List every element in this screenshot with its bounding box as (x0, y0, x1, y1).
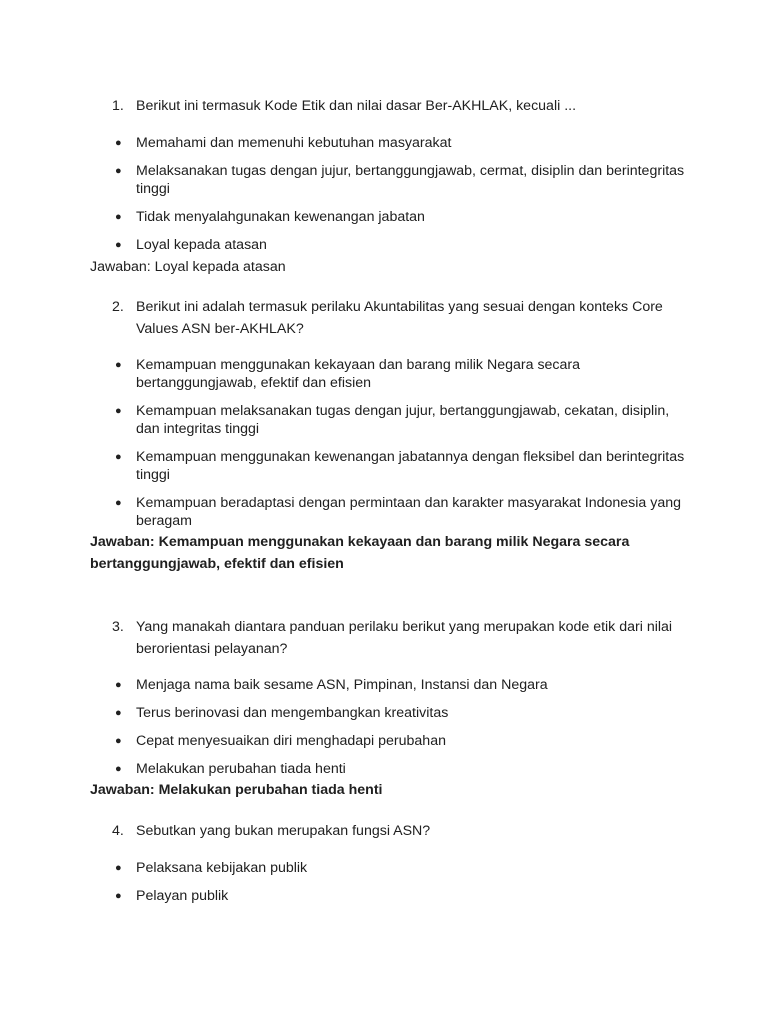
options-list (112, 356, 692, 540)
bullet-icon: ● (115, 735, 122, 747)
question-number: 1. (112, 98, 124, 114)
options-list (112, 859, 692, 915)
list-item (112, 236, 692, 254)
options-list (112, 676, 692, 788)
bullet-icon: ● (115, 707, 122, 719)
bullet-icon: ● (115, 497, 122, 509)
options-list (112, 134, 692, 264)
list-item (112, 134, 692, 152)
question-text: Berikut ini adalah termasuk perilaku Akuntabilitas yang sesuai dengan konteks Core Values ASN ber-AKHLAK? (136, 299, 663, 337)
list-item (112, 402, 692, 438)
option-text: Kemampuan melaksanakan tugas dengan jujur, bertanggungjawab, cekatan, disiplin, dan integritas tinggi (136, 403, 670, 437)
option-text: Cepat menyesuaikan diri menghadapi perubahan (136, 733, 446, 749)
list-item (112, 448, 692, 484)
bullet-icon: ● (115, 239, 122, 251)
list-item (112, 162, 692, 198)
list-item (112, 704, 692, 722)
list-item (112, 208, 692, 226)
option-text: Melakukan perubahan tiada henti (136, 761, 346, 777)
bullet-icon: ● (115, 451, 122, 463)
question-2 (112, 296, 692, 340)
option-text: Kemampuan menggunakan kekayaan dan barang milik Negara secara bertanggungjawab, efektif dan efisien (136, 357, 581, 391)
option-text: Pelayan publik (136, 888, 229, 904)
question-number: 3. (112, 619, 124, 635)
option-text: Memahami dan memenuhi kebutuhan masyarakat (136, 135, 452, 151)
option-text: Melaksanakan tugas dengan jujur, bertanggungjawab, cermat, disiplin dan berintegritas tinggi (136, 163, 685, 197)
option-text: Terus berinovasi dan mengembangkan kreativitas (136, 705, 449, 721)
answer-text: Jawaban: Kemampuan menggunakan kekayaan dan barang milik Negara secara bertanggungjawab, efektif dan efisien (90, 534, 630, 572)
question-text: Berikut ini termasuk Kode Etik dan nilai dasar Ber-AKHLAK, kecuali ... (136, 98, 577, 114)
bullet-icon: ● (115, 165, 122, 177)
bullet-icon: ● (115, 679, 122, 691)
bullet-icon: ● (115, 359, 122, 371)
list-item (112, 732, 692, 750)
option-text: Menjaga nama baik sesame ASN, Pimpinan, Instansi dan Negara (136, 677, 548, 693)
list-item (112, 760, 692, 778)
option-text: Kemampuan menggunakan kewenangan jabatannya dengan fleksibel dan berintegritas tinggi (136, 449, 685, 483)
list-item (112, 887, 692, 905)
bullet-icon: ● (115, 211, 122, 223)
question-text: Yang manakah diantara panduan perilaku berikut yang merupakan kode etik dari nilai berorientasi pelayanan? (136, 619, 673, 657)
list-item (112, 356, 692, 392)
list-item (112, 676, 692, 694)
question-3 (112, 616, 692, 660)
answer-text: Jawaban: Melakukan perubahan tiada henti (90, 782, 383, 798)
option-text: Loyal kepada atasan (136, 237, 267, 253)
list-item (112, 494, 692, 530)
question-number: 4. (112, 823, 124, 839)
question-1 (112, 95, 692, 117)
bullet-icon: ● (115, 137, 122, 149)
question-4 (112, 820, 692, 842)
option-text: Kemampuan beradaptasi dengan permintaan dan karakter masyarakat Indonesia yang beragam (136, 495, 681, 529)
bullet-icon: ● (115, 862, 122, 874)
option-text: Pelaksana kebijakan publik (136, 860, 308, 876)
bullet-icon: ● (115, 763, 122, 775)
bullet-icon: ● (115, 890, 122, 902)
question-number: 2. (112, 299, 124, 315)
option-text: Tidak menyalahgunakan kewenangan jabatan (136, 209, 425, 225)
bullet-icon: ● (115, 405, 122, 417)
question-text: Sebutkan yang bukan merupakan fungsi ASN? (136, 823, 431, 839)
list-item (112, 859, 692, 877)
answer-text: Jawaban: Loyal kepada atasan (90, 259, 286, 275)
